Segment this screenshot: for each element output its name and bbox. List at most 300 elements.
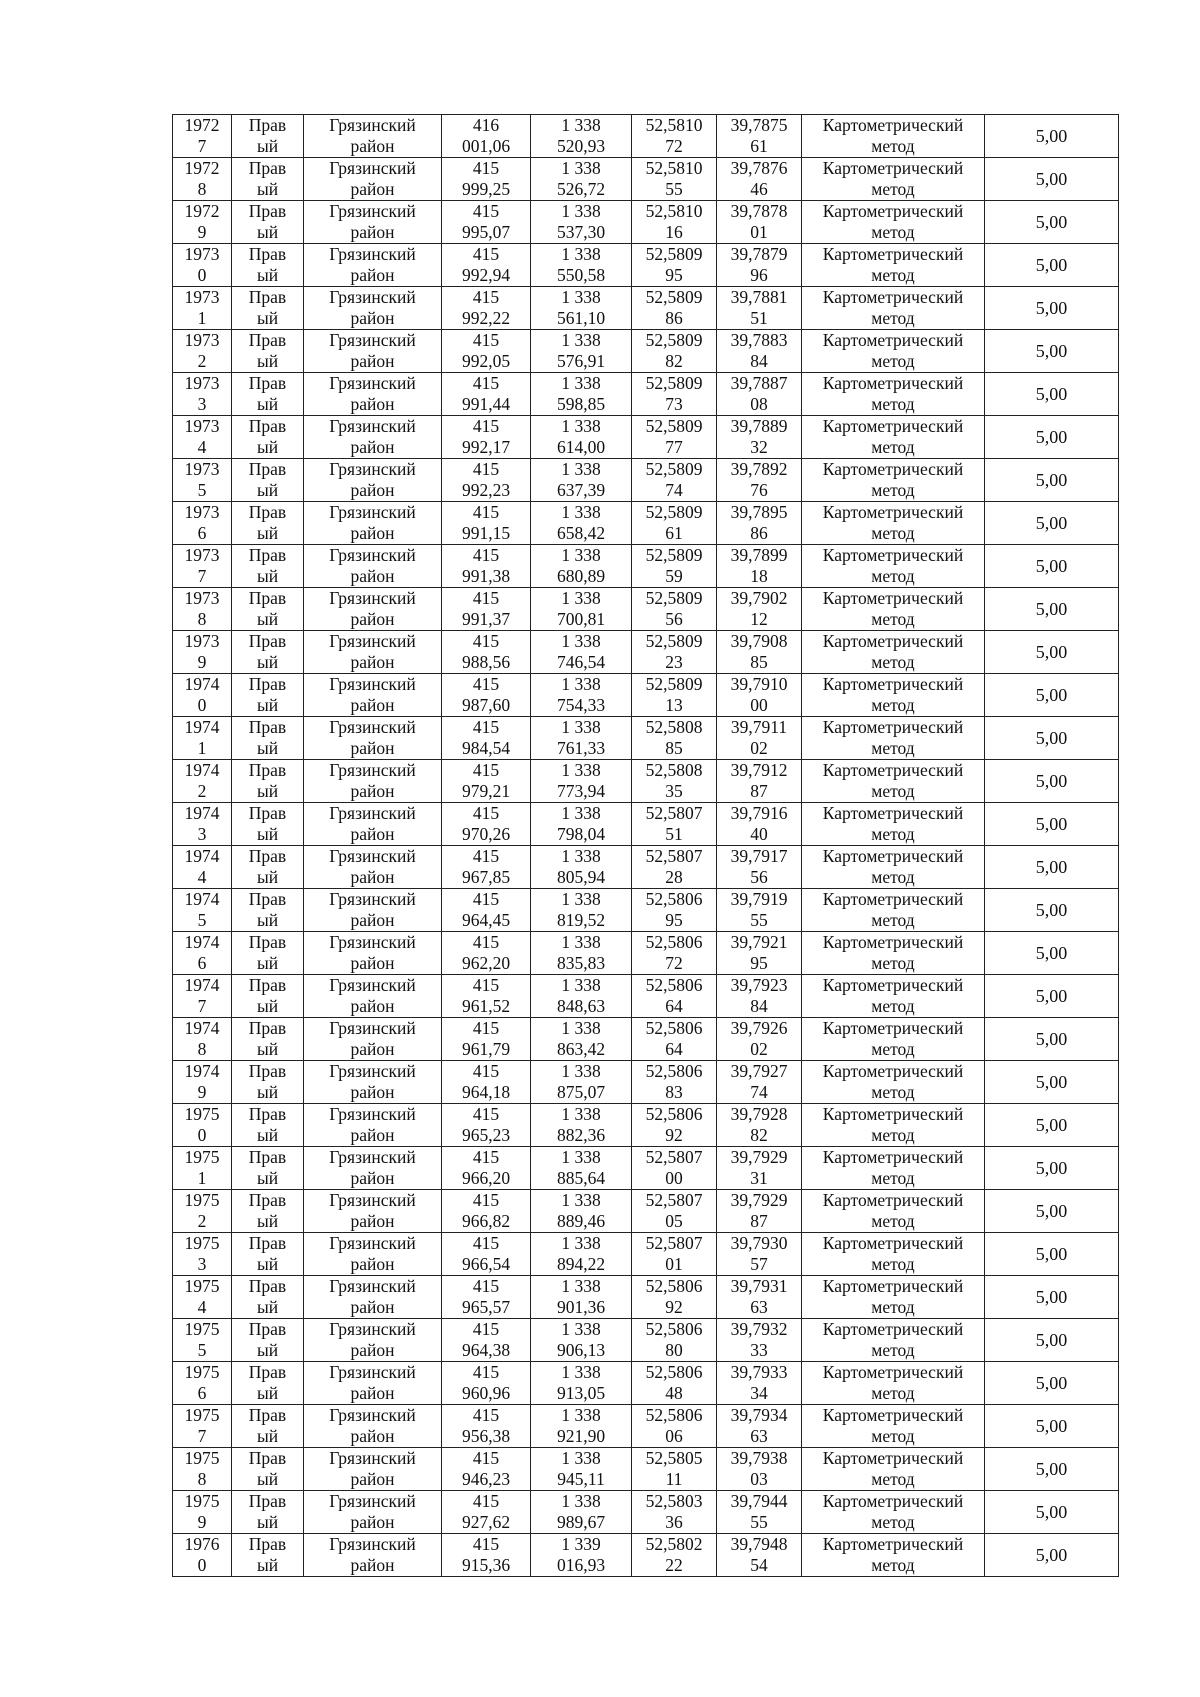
cell-text-line: 5,00 — [1035, 297, 1068, 318]
cell-text-line: Картометрический — [822, 1319, 964, 1339]
cell-text-line: Прав — [248, 1362, 287, 1382]
method-cell — [802, 287, 985, 330]
cell-text-line: ый — [256, 1383, 279, 1403]
x-coordinate-cell — [442, 502, 531, 545]
cell-text-line: 39,7902 — [730, 588, 788, 608]
cell-text-line: Прав — [248, 1276, 287, 1296]
accuracy-cell — [985, 459, 1119, 502]
cell-text-line: ый — [256, 738, 279, 758]
cell-text-line: 1 — [197, 738, 207, 758]
cell-text-line: 961,52 — [461, 996, 511, 1016]
table-row — [173, 975, 1119, 1018]
cell-text-line: Прав — [248, 1104, 287, 1124]
cell-text-line: 901,36 — [556, 1297, 606, 1317]
cell-text-line: 39,7889 — [730, 416, 788, 436]
cell-text-line: 1 338 — [561, 1147, 601, 1167]
cell-text-line: 415 — [472, 373, 500, 393]
cell-text-line: 415 — [472, 1362, 500, 1382]
cell-text-line: Прав — [248, 459, 287, 479]
cell-text-line: ый — [256, 179, 279, 199]
cell-text-line: Грязинский — [329, 1233, 416, 1253]
side-cell — [232, 201, 304, 244]
point-number-cell — [173, 201, 232, 244]
cell-text-line: ый — [256, 652, 279, 672]
latitude-cell — [632, 1491, 717, 1534]
y-coordinate-cell — [531, 803, 632, 846]
cell-text-line: 63 — [750, 1297, 768, 1317]
cell-text-line: 74 — [750, 1082, 768, 1102]
cell-text-line: 964,38 — [461, 1340, 511, 1360]
cell-text-line: ый — [256, 480, 279, 500]
cell-text-line: 52,5810 — [645, 115, 703, 135]
accuracy-cell — [985, 373, 1119, 416]
cell-text-line: Картометрический — [822, 975, 964, 995]
cell-text-line: 52,5807 — [645, 1190, 703, 1210]
cell-text-line: Картометрический — [822, 1448, 964, 1468]
cell-text-line: 415 — [472, 244, 500, 264]
method-cell — [802, 1319, 985, 1362]
district-cell — [304, 545, 442, 588]
point-number-cell — [173, 545, 232, 588]
cell-text-line: метод — [871, 1254, 915, 1274]
cell-text-line: Картометрический — [822, 373, 964, 393]
district-cell — [304, 588, 442, 631]
cell-text-line: ый — [256, 1469, 279, 1489]
method-cell — [802, 1276, 985, 1319]
x-coordinate-cell — [442, 846, 531, 889]
latitude-cell — [632, 330, 717, 373]
cell-text-line: 1973 — [184, 631, 220, 651]
cell-text-line: 39,7908 — [730, 631, 788, 651]
cell-text-line: 415 — [472, 760, 500, 780]
cell-text-line: 1974 — [184, 975, 220, 995]
cell-text-line: 22 — [665, 1555, 683, 1575]
longitude-cell — [717, 803, 802, 846]
x-coordinate-cell — [442, 1319, 531, 1362]
accuracy-cell — [985, 158, 1119, 201]
cell-text-line: район — [350, 1168, 395, 1188]
method-cell — [802, 760, 985, 803]
cell-text-line: 51 — [665, 824, 683, 844]
cell-text-line: 415 — [472, 1491, 500, 1511]
cell-text-line: 52,5806 — [645, 889, 703, 909]
table-row — [173, 1362, 1119, 1405]
cell-text-line: 00 — [665, 1168, 683, 1188]
cell-text-line: 73 — [665, 394, 683, 414]
cell-text-line: ый — [256, 996, 279, 1016]
latitude-cell — [632, 1061, 717, 1104]
cell-text-line: 63 — [750, 1426, 768, 1446]
cell-text-line: метод — [871, 523, 915, 543]
longitude-cell — [717, 373, 802, 416]
cell-text-line: Грязинский — [329, 760, 416, 780]
cell-text-line: 12 — [750, 609, 768, 629]
method-cell — [802, 1233, 985, 1276]
cell-text-line: 415 — [472, 932, 500, 952]
cell-text-line: 5,00 — [1035, 1028, 1068, 1049]
method-cell — [802, 502, 985, 545]
y-coordinate-cell — [531, 975, 632, 1018]
cell-text-line: 415 — [472, 1448, 500, 1468]
point-number-cell — [173, 158, 232, 201]
cell-text-line: 970,26 — [461, 824, 511, 844]
side-cell — [232, 1190, 304, 1233]
cell-text-line: 82 — [750, 1125, 768, 1145]
accuracy-cell — [985, 1319, 1119, 1362]
cell-text-line: 848,63 — [556, 996, 606, 1016]
accuracy-cell — [985, 631, 1119, 674]
latitude-cell — [632, 975, 717, 1018]
cell-text-line: 1 — [197, 1168, 207, 1188]
cell-text-line: 02 — [750, 738, 768, 758]
cell-text-line: 5 — [197, 910, 207, 930]
latitude-cell — [632, 588, 717, 631]
cell-text-line: Грязинский — [329, 115, 416, 135]
cell-text-line: 03 — [750, 1469, 768, 1489]
cell-text-line: 913,05 — [556, 1383, 606, 1403]
cell-text-line: 0 — [197, 265, 207, 285]
cell-text-line: 863,42 — [556, 1039, 606, 1059]
cell-text-line: 415 — [472, 158, 500, 178]
cell-text-line: 92 — [665, 1125, 683, 1145]
x-coordinate-cell — [442, 1061, 531, 1104]
cell-text-line: район — [350, 308, 395, 328]
cell-text-line: 51 — [750, 308, 768, 328]
y-coordinate-cell — [531, 287, 632, 330]
cell-text-line: район — [350, 1211, 395, 1231]
cell-text-line: 415 — [472, 1405, 500, 1425]
table-row — [173, 244, 1119, 287]
method-cell — [802, 588, 985, 631]
district-cell — [304, 1448, 442, 1491]
cell-text-line: 1973 — [184, 287, 220, 307]
y-coordinate-cell — [531, 244, 632, 287]
cell-text-line: Прав — [248, 846, 287, 866]
cell-text-line: 6 — [197, 523, 207, 543]
table-row — [173, 1319, 1119, 1362]
cell-text-line: 02 — [750, 1039, 768, 1059]
longitude-cell — [717, 760, 802, 803]
cell-text-line: 1974 — [184, 1061, 220, 1081]
latitude-cell — [632, 1405, 717, 1448]
cell-text-line: 87 — [750, 781, 768, 801]
cell-text-line: 1972 — [184, 158, 220, 178]
accuracy-cell — [985, 932, 1119, 975]
cell-text-line: Картометрический — [822, 717, 964, 737]
cell-text-line: Прав — [248, 889, 287, 909]
district-cell — [304, 846, 442, 889]
side-cell — [232, 416, 304, 459]
longitude-cell — [717, 416, 802, 459]
method-cell — [802, 889, 985, 932]
cell-text-line: 946,23 — [461, 1469, 511, 1489]
cell-text-line: Картометрический — [822, 1190, 964, 1210]
cell-text-line: Прав — [248, 1405, 287, 1425]
cell-text-line: 39,7948 — [730, 1534, 788, 1554]
cell-text-line: 1975 — [184, 1362, 220, 1382]
cell-text-line: Прав — [248, 1491, 287, 1511]
point-number-cell — [173, 1405, 232, 1448]
cell-text-line: ый — [256, 609, 279, 629]
cell-text-line: 1973 — [184, 545, 220, 565]
cell-text-line: Картометрический — [822, 244, 964, 264]
x-coordinate-cell — [442, 158, 531, 201]
cell-text-line: 1973 — [184, 459, 220, 479]
side-cell — [232, 1362, 304, 1405]
longitude-cell — [717, 1190, 802, 1233]
side-cell — [232, 1061, 304, 1104]
cell-text-line: 52,5809 — [645, 545, 703, 565]
cell-text-line: 1975 — [184, 1405, 220, 1425]
cell-text-line: 906,13 — [556, 1340, 606, 1360]
cell-text-line: Картометрический — [822, 889, 964, 909]
cell-text-line: 82 — [665, 351, 683, 371]
cell-text-line: 1974 — [184, 674, 220, 694]
cell-text-line: метод — [871, 695, 915, 715]
cell-text-line: 984,54 — [461, 738, 511, 758]
district-cell — [304, 1362, 442, 1405]
accuracy-cell — [985, 416, 1119, 459]
cell-text-line: 01 — [750, 222, 768, 242]
cell-text-line: 415 — [472, 459, 500, 479]
cell-text-line: метод — [871, 996, 915, 1016]
cell-text-line: 1 338 — [561, 1104, 601, 1124]
side-cell — [232, 244, 304, 287]
cell-text-line: 1 338 — [561, 373, 601, 393]
cell-text-line: 39,7932 — [730, 1319, 788, 1339]
cell-text-line: 1 338 — [561, 975, 601, 995]
cell-text-line: 52,5810 — [645, 158, 703, 178]
cell-text-line: ый — [256, 308, 279, 328]
cell-text-line: ый — [256, 824, 279, 844]
cell-text-line: метод — [871, 308, 915, 328]
cell-text-line: 1 338 — [561, 1405, 601, 1425]
cell-text-line: 72 — [665, 136, 683, 156]
accuracy-cell — [985, 244, 1119, 287]
y-coordinate-cell — [531, 1233, 632, 1276]
cell-text-line: Картометрический — [822, 330, 964, 350]
cell-text-line: 18 — [750, 566, 768, 586]
method-cell — [802, 803, 985, 846]
cell-text-line: район — [350, 1297, 395, 1317]
table-row — [173, 330, 1119, 373]
cell-text-line: Грязинский — [329, 717, 416, 737]
cell-text-line: 16 — [665, 222, 683, 242]
side-cell — [232, 287, 304, 330]
cell-text-line: Прав — [248, 1061, 287, 1081]
cell-text-line: 1 338 — [561, 1362, 601, 1382]
accuracy-cell — [985, 1104, 1119, 1147]
cell-text-line: Грязинский — [329, 674, 416, 694]
cell-text-line: Картометрический — [822, 1405, 964, 1425]
cell-text-line: 5,00 — [1035, 899, 1068, 920]
side-cell — [232, 1233, 304, 1276]
cell-text-line: Картометрический — [822, 459, 964, 479]
cell-text-line: 01 — [665, 1254, 683, 1274]
cell-text-line: ый — [256, 523, 279, 543]
x-coordinate-cell — [442, 1405, 531, 1448]
point-number-cell — [173, 1448, 232, 1491]
method-cell — [802, 1018, 985, 1061]
cell-text-line: 1972 — [184, 115, 220, 135]
longitude-cell — [717, 1534, 802, 1577]
longitude-cell — [717, 201, 802, 244]
x-coordinate-cell — [442, 588, 531, 631]
cell-text-line: 1 338 — [561, 244, 601, 264]
district-cell — [304, 1405, 442, 1448]
cell-text-line: метод — [871, 1125, 915, 1145]
cell-text-line: 28 — [665, 867, 683, 887]
latitude-cell — [632, 1018, 717, 1061]
method-cell — [802, 674, 985, 717]
cell-text-line: 39,7911 — [730, 717, 788, 737]
cell-text-line: ый — [256, 1297, 279, 1317]
table-row — [173, 717, 1119, 760]
point-number-cell — [173, 1147, 232, 1190]
cell-text-line: 0 — [197, 695, 207, 715]
district-cell — [304, 287, 442, 330]
point-number-cell — [173, 373, 232, 416]
x-coordinate-cell — [442, 1018, 531, 1061]
cell-text-line: район — [350, 695, 395, 715]
accuracy-cell — [985, 1362, 1119, 1405]
cell-text-line: 74 — [665, 480, 683, 500]
cell-text-line: 52,5807 — [645, 803, 703, 823]
cell-text-line: 1 338 — [561, 115, 601, 135]
cell-text-line: 415 — [472, 717, 500, 737]
district-cell — [304, 1534, 442, 1577]
cell-text-line: 5,00 — [1035, 598, 1068, 619]
district-cell — [304, 1491, 442, 1534]
longitude-cell — [717, 717, 802, 760]
cell-text-line: Грязинский — [329, 373, 416, 393]
cell-text-line: район — [350, 1383, 395, 1403]
cell-text-line: 927,62 — [461, 1512, 511, 1532]
table-row — [173, 1448, 1119, 1491]
cell-text-line: метод — [871, 781, 915, 801]
y-coordinate-cell — [531, 760, 632, 803]
cell-text-line: 960,96 — [461, 1383, 511, 1403]
cell-text-line: ый — [256, 265, 279, 285]
cell-text-line: район — [350, 222, 395, 242]
cell-text-line: Прав — [248, 760, 287, 780]
cell-text-line: Картометрический — [822, 158, 964, 178]
y-coordinate-cell — [531, 588, 632, 631]
cell-text-line: 52,5806 — [645, 1018, 703, 1038]
cell-text-line: 1 338 — [561, 631, 601, 651]
y-coordinate-cell — [531, 717, 632, 760]
cell-text-line: ый — [256, 1168, 279, 1188]
method-cell — [802, 846, 985, 889]
cell-text-line: район — [350, 738, 395, 758]
cell-text-line: 6 — [197, 1383, 207, 1403]
cell-text-line: 746,54 — [556, 652, 606, 672]
cell-text-line: 415 — [472, 1319, 500, 1339]
cell-text-line: район — [350, 351, 395, 371]
cell-text-line: метод — [871, 1211, 915, 1231]
cell-text-line: Прав — [248, 1319, 287, 1339]
table-row — [173, 1018, 1119, 1061]
cell-text-line: 1973 — [184, 373, 220, 393]
cell-text-line: 5,00 — [1035, 1329, 1068, 1350]
cell-text-line: 52,5809 — [645, 244, 703, 264]
cell-text-line: Картометрический — [822, 588, 964, 608]
cell-text-line: 1 338 — [561, 1190, 601, 1210]
cell-text-line: 999,25 — [461, 179, 511, 199]
accuracy-cell — [985, 1534, 1119, 1577]
cell-text-line: 415 — [472, 674, 500, 694]
y-coordinate-cell — [531, 631, 632, 674]
cell-text-line: 7 — [197, 566, 207, 586]
cell-text-line: 415 — [472, 416, 500, 436]
side-cell — [232, 1405, 304, 1448]
cell-text-line: 13 — [665, 695, 683, 715]
longitude-cell — [717, 1276, 802, 1319]
accuracy-cell — [985, 1190, 1119, 1233]
longitude-cell — [717, 932, 802, 975]
side-cell — [232, 803, 304, 846]
longitude-cell — [717, 1319, 802, 1362]
cell-text-line: 5,00 — [1035, 426, 1068, 447]
cell-text-line: 576,91 — [556, 351, 606, 371]
cell-text-line: Грязинский — [329, 1319, 416, 1339]
cell-text-line: Картометрический — [822, 932, 964, 952]
method-cell — [802, 416, 985, 459]
cell-text-line: 1974 — [184, 889, 220, 909]
side-cell — [232, 502, 304, 545]
latitude-cell — [632, 674, 717, 717]
cell-text-line: метод — [871, 910, 915, 930]
cell-text-line: 1 338 — [561, 803, 601, 823]
cell-text-line: метод — [871, 867, 915, 887]
cell-text-line: 2 — [197, 781, 207, 801]
cell-text-line: 1 338 — [561, 1491, 601, 1511]
cell-text-line: Прав — [248, 502, 287, 522]
cell-text-line: 614,00 — [556, 437, 606, 457]
cell-text-line: 637,39 — [556, 480, 606, 500]
cell-text-line: 39,7930 — [730, 1233, 788, 1253]
cell-text-line: Прав — [248, 1233, 287, 1253]
y-coordinate-cell — [531, 1104, 632, 1147]
cell-text-line: 1975 — [184, 1276, 220, 1296]
point-number-cell — [173, 287, 232, 330]
cell-text-line: Прав — [248, 244, 287, 264]
x-coordinate-cell — [442, 674, 531, 717]
cell-text-line: 55 — [750, 1512, 768, 1532]
y-coordinate-cell — [531, 502, 632, 545]
method-cell — [802, 631, 985, 674]
cell-text-line: 0 — [197, 1125, 207, 1145]
cell-text-line: 966,54 — [461, 1254, 511, 1274]
cell-text-line: Грязинский — [329, 459, 416, 479]
cell-text-line: 885,64 — [556, 1168, 606, 1188]
longitude-cell — [717, 502, 802, 545]
cell-text-line: 1 338 — [561, 1233, 601, 1253]
cell-text-line: 55 — [750, 910, 768, 930]
cell-text-line: 1 338 — [561, 1448, 601, 1468]
cell-text-line: Картометрический — [822, 287, 964, 307]
cell-text-line: 5,00 — [1035, 641, 1068, 662]
cell-text-line: Прав — [248, 1534, 287, 1554]
cell-text-line: ый — [256, 1254, 279, 1274]
y-coordinate-cell — [531, 115, 632, 158]
cell-text-line: Прав — [248, 201, 287, 221]
cell-text-line: 56 — [665, 609, 683, 629]
cell-text-line: 989,67 — [556, 1512, 606, 1532]
cell-text-line: Грязинский — [329, 287, 416, 307]
cell-text-line: ый — [256, 1039, 279, 1059]
cell-text-line: район — [350, 179, 395, 199]
